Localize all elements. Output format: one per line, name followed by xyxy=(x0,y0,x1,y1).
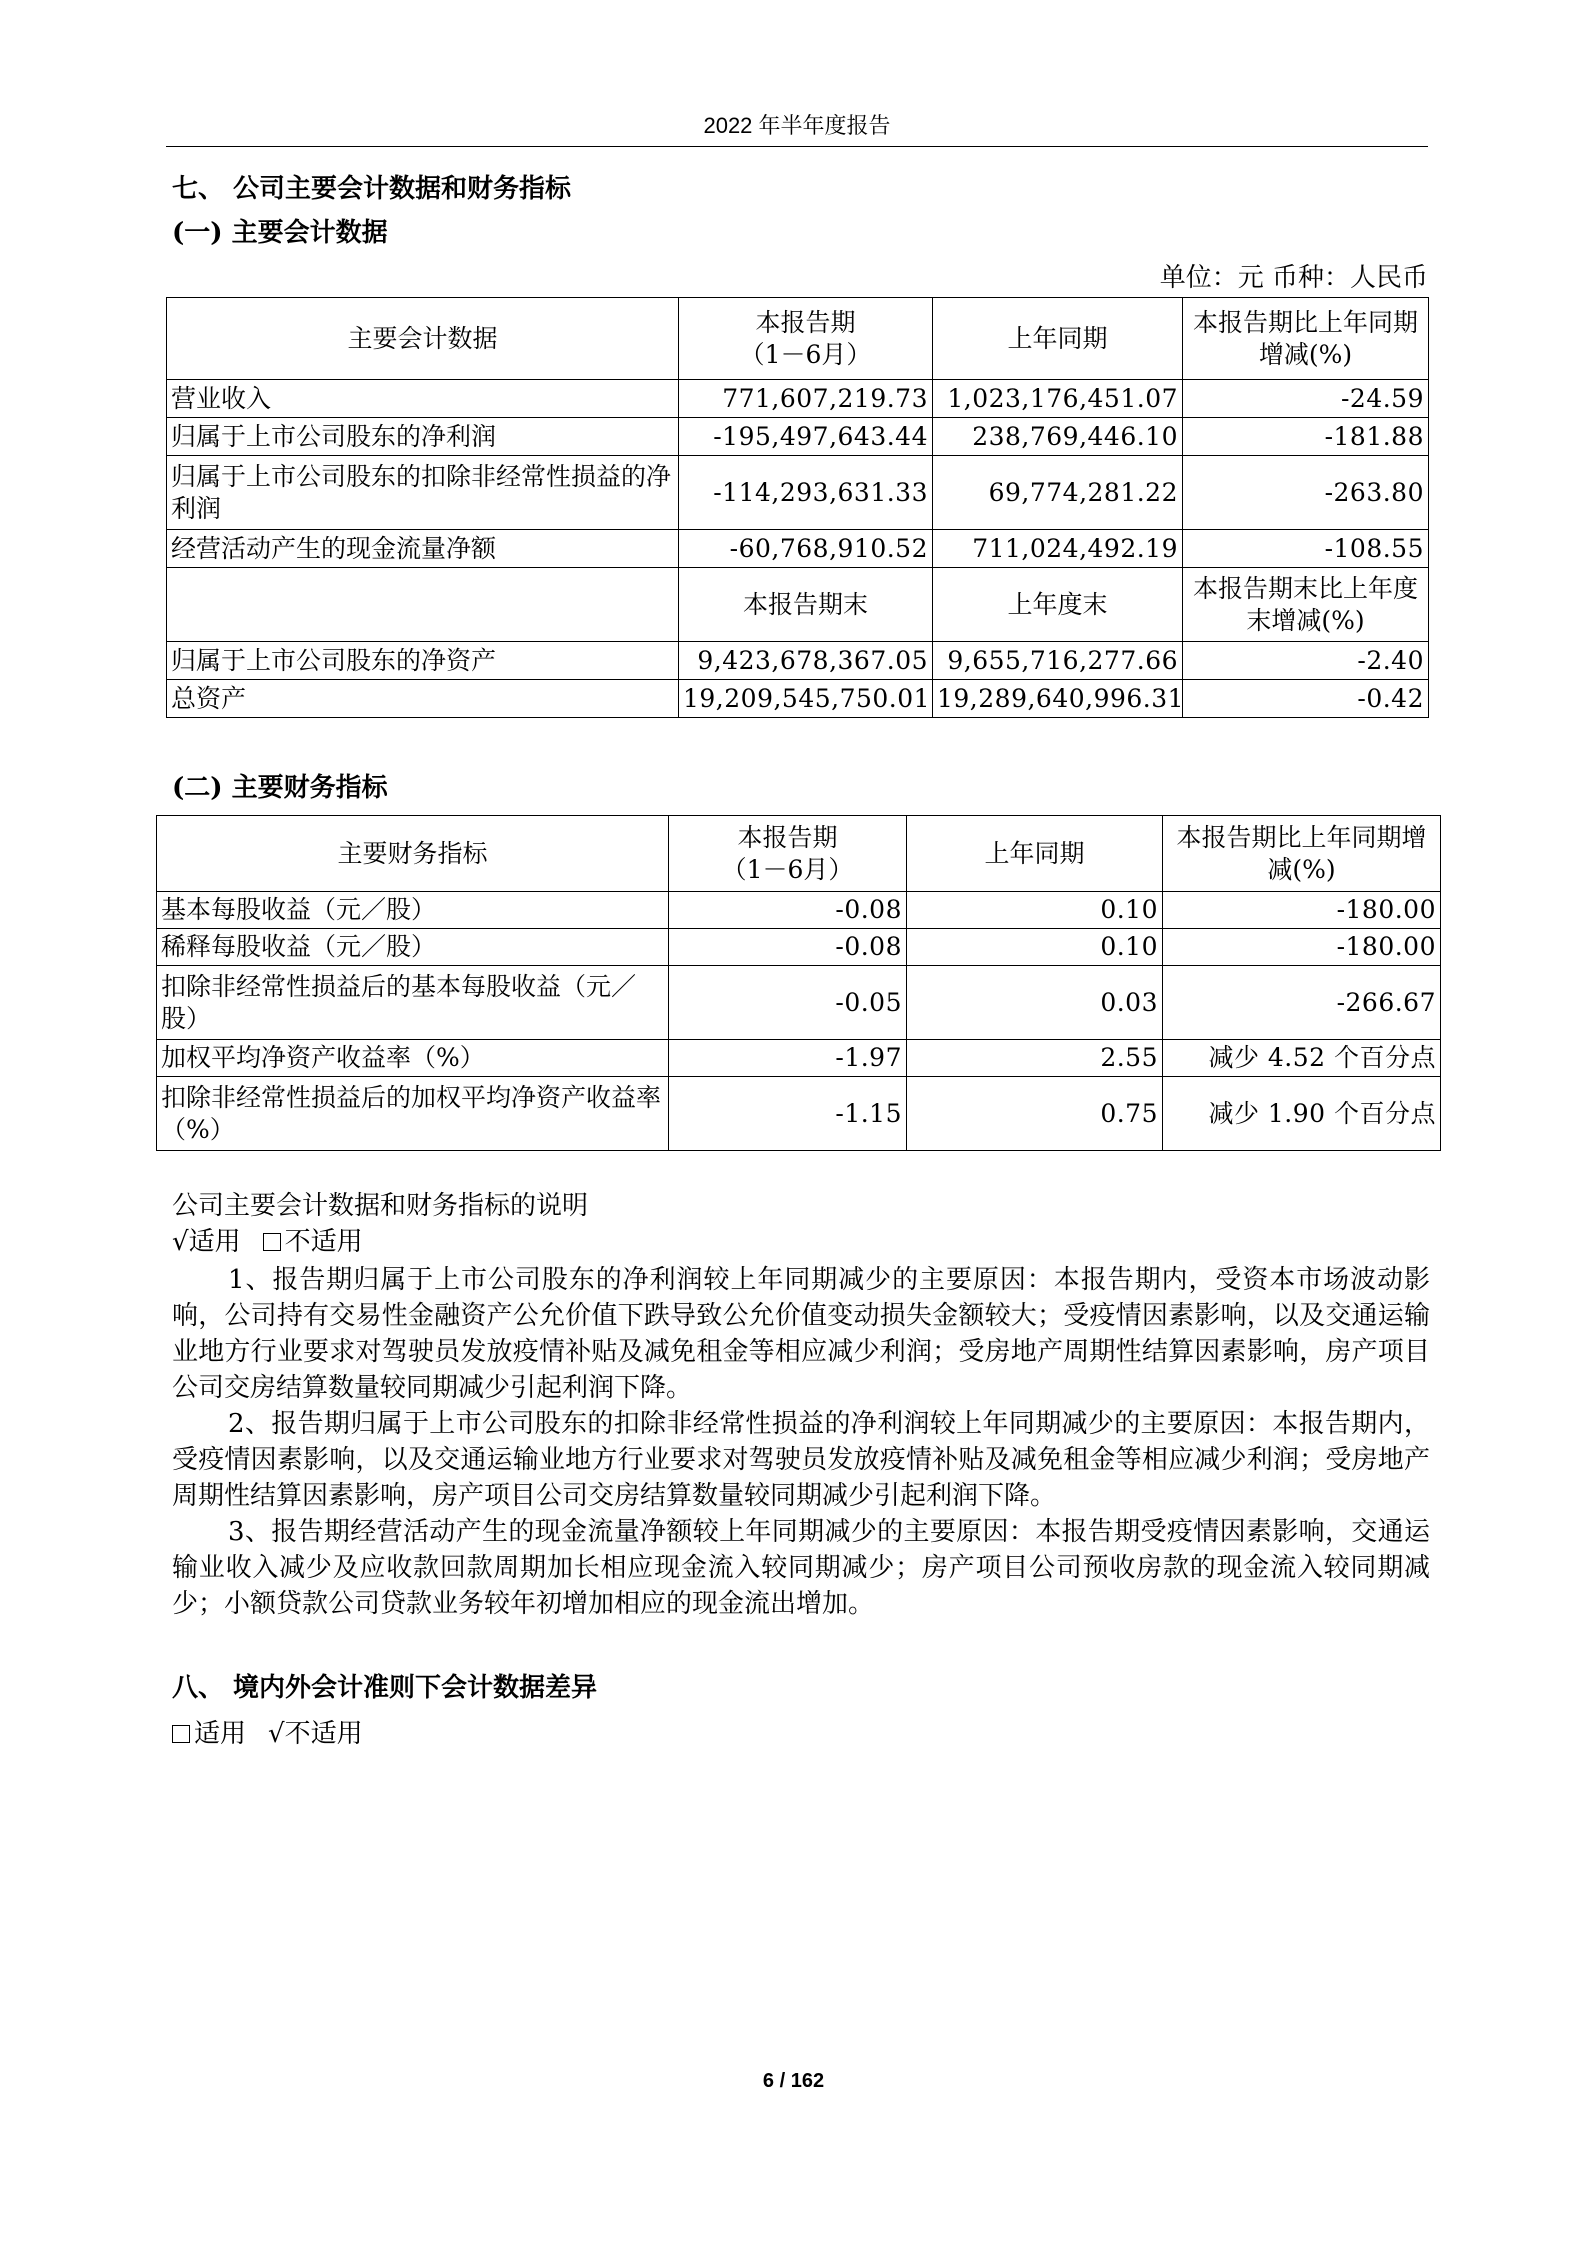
prior-value: 0.10 xyxy=(907,929,1163,966)
row-label: 加权平均净资产收益率（%） xyxy=(157,1040,669,1077)
table-header-row xyxy=(167,298,1429,380)
change-value: -180.00 xyxy=(1163,929,1441,966)
header-change-pct: 本报告期比上年同期增减(%) xyxy=(1183,298,1429,380)
current-value: -1.97 xyxy=(669,1040,907,1077)
note-paragraph-1: 1、报告期归属于上市公司股东的净利润较上年同期减少的主要原因：本报告期内，受资本市场波动影响，公司持有交易性金融资产公允价值下跌导致公允价值变动损失金额较大；受疫情因素影响，以及交通运输业地方行业要求对驾驶员发放疫情补贴及减免租金等相应减少利润；受房地产周期性结算因素影响，房产项目公司交房结算数量较同期减少引起利润下降。 xyxy=(172,1265,1430,1403)
header-change-pct: 本报告期比上年同期增减(%) xyxy=(1163,816,1441,892)
prior-value: 711,024,492.19 xyxy=(933,530,1183,568)
prior-value: 69,774,281.22 xyxy=(933,456,1183,530)
header-prior-period: 上年同期 xyxy=(933,298,1183,380)
change-value: -180.00 xyxy=(1163,892,1441,929)
prior-value: 0.10 xyxy=(907,892,1163,929)
not-applicable-option: 不适用 xyxy=(284,1227,363,1257)
header-accounting-item: 主要会计数据 xyxy=(167,298,679,380)
table-row xyxy=(167,456,1429,530)
table-row xyxy=(167,680,1429,718)
note-paragraph-2: 2、报告期归属于上市公司股东的扣除非经常性损益的净利润较上年同期减少的主要原因：本报告期内，受疫情因素影响，以及交通运输业地方行业要求对驾驶员发放疫情补贴及减免租金等相应减少利润；受房地产周期性结算因素影响，房产项目公司交房结算数量较同期减少引起利润下降。 xyxy=(172,1409,1430,1511)
row-label: 营业收入 xyxy=(167,380,679,418)
header-indicator: 主要财务指标 xyxy=(157,816,669,892)
change-value: -181.88 xyxy=(1183,418,1429,456)
table-row xyxy=(157,1040,1441,1077)
header-current-period: 本报告期 （1－6月） xyxy=(669,816,907,892)
note-paragraph-3: 3、报告期经营活动产生的现金流量净额较上年同期减少的主要原因：本报告期受疫情因素影响，交通运输业收入减少及应收款回款周期加长相应现金流入较同期减少；房产项目公司预收房款的现金流入较同期减少；小额贷款公司贷款业务较年初增加相应的现金流出增加。 xyxy=(172,1517,1430,1619)
row-label: 归属于上市公司股东的净资产 xyxy=(167,642,679,680)
change-value: -0.42 xyxy=(1183,680,1429,718)
current-value: -1.15 xyxy=(669,1077,907,1151)
row-label: 稀释每股收益（元／股） xyxy=(157,929,669,966)
prior-value: 2.55 xyxy=(907,1040,1163,1077)
change-value: -2.40 xyxy=(1183,642,1429,680)
header-divider xyxy=(166,146,1428,147)
unit-currency-label: 单位：元 币种：人民币 xyxy=(1159,263,1428,293)
section-8-applicability xyxy=(172,1716,1430,1752)
subsection-2-title: (二) 主要财务指标 xyxy=(172,773,388,803)
row-label: 归属于上市公司股东的净利润 xyxy=(167,418,679,456)
prior-value: 19,289,640,996.31 xyxy=(933,680,1183,718)
current-value: 9,423,678,367.05 xyxy=(679,642,933,680)
table-row xyxy=(157,1077,1441,1151)
applicable-option: √适用 xyxy=(172,1227,241,1257)
header-prior-period: 上年同期 xyxy=(907,816,1163,892)
accounting-data-table xyxy=(166,297,1429,718)
table-subheader-row xyxy=(167,568,1429,642)
prior-value: 1,023,176,451.07 xyxy=(933,380,1183,418)
table-row xyxy=(157,892,1441,929)
page-header: 2022 年半年度报告 xyxy=(703,113,891,138)
row-label: 经营活动产生的现金流量净额 xyxy=(167,530,679,568)
table-row xyxy=(167,380,1429,418)
applicable-option: 适用 xyxy=(194,1719,247,1749)
prior-value: 0.03 xyxy=(907,966,1163,1040)
page-number: 6 / 162 xyxy=(762,2070,825,2092)
financial-indicators-table xyxy=(156,815,1441,1151)
prior-value: 238,769,446.10 xyxy=(933,418,1183,456)
current-value: 771,607,219.73 xyxy=(679,380,933,418)
header-current-period: 本报告期 （1－6月） xyxy=(679,298,933,380)
change-value: -108.55 xyxy=(1183,530,1429,568)
section-8-title: 八、 境内外会计准则下会计数据差异 xyxy=(172,1673,598,1703)
table-row xyxy=(167,530,1429,568)
current-value: -60,768,910.52 xyxy=(679,530,933,568)
prior-value: 0.75 xyxy=(907,1077,1163,1151)
row-label: 基本每股收益（元／股） xyxy=(157,892,669,929)
change-value: 减少 1.90 个百分点 xyxy=(1163,1077,1441,1151)
table-row xyxy=(167,642,1429,680)
header-change-pct-end: 本报告期末比上年度末增减(%) xyxy=(1183,568,1429,642)
change-value: -266.67 xyxy=(1163,966,1441,1040)
empty-cell xyxy=(167,568,679,642)
current-value: -195,497,643.44 xyxy=(679,418,933,456)
notes-applicability xyxy=(172,1224,1430,1260)
row-label: 扣除非经常性损益后的基本每股收益（元／股） xyxy=(157,966,669,1040)
current-value: -0.05 xyxy=(669,966,907,1040)
section-7-title: 七、 公司主要会计数据和财务指标 xyxy=(172,174,572,204)
row-label: 总资产 xyxy=(167,680,679,718)
notes-title: 公司主要会计数据和财务指标的说明 xyxy=(172,1191,589,1221)
subsection-1-title: (一) 主要会计数据 xyxy=(172,218,388,248)
prior-value: 9,655,716,277.66 xyxy=(933,642,1183,680)
current-value: 19,209,545,750.01 xyxy=(679,680,933,718)
current-value: -114,293,631.33 xyxy=(679,456,933,530)
change-value: 减少 4.52 个百分点 xyxy=(1163,1040,1441,1077)
table-row xyxy=(157,929,1441,966)
not-applicable-option: √不适用 xyxy=(268,1719,363,1749)
change-value: -263.80 xyxy=(1183,456,1429,530)
header-period-end: 本报告期末 xyxy=(679,568,933,642)
table-row xyxy=(157,966,1441,1040)
change-value: -24.59 xyxy=(1183,380,1429,418)
current-value: -0.08 xyxy=(669,892,907,929)
header-prior-year-end: 上年度末 xyxy=(933,568,1183,642)
current-value: -0.08 xyxy=(669,929,907,966)
row-label: 扣除非经常性损益后的加权平均净资产收益率（%） xyxy=(157,1077,669,1151)
row-label: 归属于上市公司股东的扣除非经常性损益的净利润 xyxy=(167,456,679,530)
table-header-row xyxy=(157,816,1441,892)
table-row xyxy=(167,418,1429,456)
checkbox-empty-icon xyxy=(263,1233,281,1251)
checkbox-empty-icon xyxy=(172,1725,190,1743)
